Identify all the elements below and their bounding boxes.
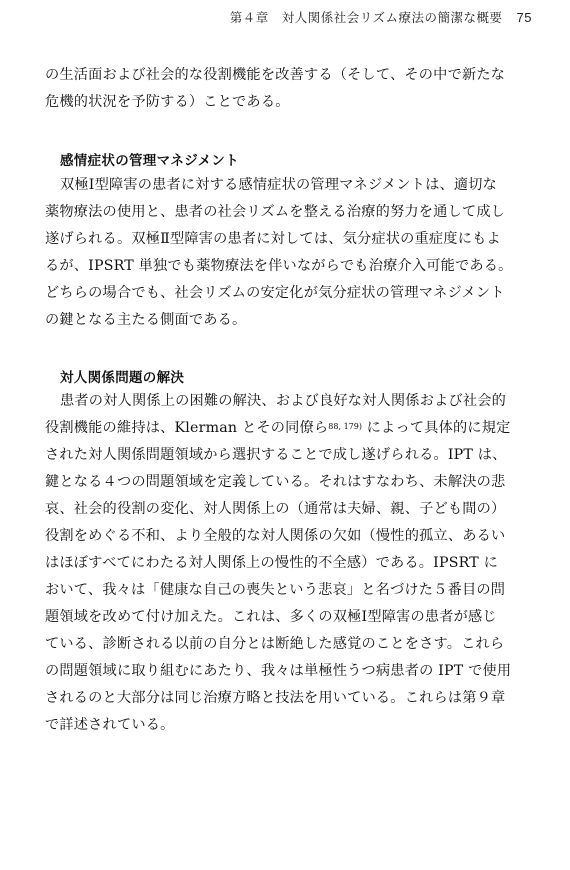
- section-heading-interpersonal-problems: 対人関係問題の解決: [60, 370, 185, 386]
- text-line: るが、IPSRT 単独でも薬物療法を伴いながらでも治療介入可能である。: [45, 258, 513, 274]
- section-heading-affective-symptoms: 感情症状の管理マネジメント: [60, 153, 239, 169]
- text-segment: 役割機能の維持は、Klerman とその同僚ら: [45, 420, 329, 436]
- text-line: 患者の対人関係上の困難の解決、および良好な対人関係および社会的: [60, 393, 507, 409]
- text-line: の問題領域に取り組むにあたり、我々は単極性うつ病患者の IPT で使用: [45, 663, 512, 679]
- text-line: ている、診断される以前の自分とは断絶した感覚のことをさす。これら: [45, 636, 505, 652]
- text-line: の鍵となる主たる側面である。: [45, 312, 247, 328]
- text-line: はほぼすべてにわたる対人関係上の慢性的不全感）である。IPSRT に: [45, 555, 499, 571]
- text-line-with-citation: [45, 415, 535, 442]
- text-line: された対人関係問題領域から選択することで成し遂げられる。IPT は、: [45, 447, 507, 463]
- text-line: おいて、我々は「健康な自己の喪失という悲哀」と名づけた５番目の問: [45, 582, 506, 598]
- running-header: [230, 8, 532, 26]
- header-chapter-title: 第４章 対人関係社会リズム療法の簡潔な概要: [229, 10, 503, 25]
- text-line: 遂げられる。双極Ⅱ型障害の患者に対しては、気分症状の重症度にもよ: [45, 231, 501, 247]
- text-line: されるのと大部分は同じ治療方略と技法を用いている。これらは第９章: [45, 690, 506, 706]
- text-line: 双極Ⅰ型障害の患者に対する感情症状の管理マネジメントは、適切な: [60, 177, 498, 193]
- text-line: 役割をめぐる不和、より全般的な対人関係の欠如（慢性的孤立、あるい: [45, 528, 506, 544]
- text-segment: によって具体的に規定: [361, 420, 511, 436]
- paragraph-affective-symptoms: [45, 172, 535, 334]
- citation-reference: 88, 179): [328, 422, 362, 431]
- text-line: で詳述されている。: [45, 717, 175, 733]
- text-line: の生活面および社会的な役割機能を改善する（そして、その中で新たな: [45, 67, 506, 83]
- page-number: 75: [516, 10, 532, 25]
- text-line: 危機的状況を予防する）ことである。: [45, 94, 290, 110]
- text-line: 哀、社会的役割の変化、対人関係上の（通常は夫婦、親、子ども間の）: [45, 501, 506, 517]
- intro-paragraph: [45, 62, 535, 116]
- paragraph-interpersonal-problems: [45, 388, 535, 739]
- text-line: 薬物療法の使用と、患者の社会リズムを整える治療的努力を通して成し: [45, 204, 506, 220]
- text-line: どちらの場合でも、社会リズムの安定化が気分症状の管理マネジメント: [45, 285, 505, 301]
- text-line: 題領域を改めて付け加えた。これは、多くの双極Ⅰ型障害の患者が感じ: [45, 609, 497, 625]
- text-line: 鍵となる４つの問題領域を定義している。それはすなわち、未解決の悲: [45, 474, 506, 490]
